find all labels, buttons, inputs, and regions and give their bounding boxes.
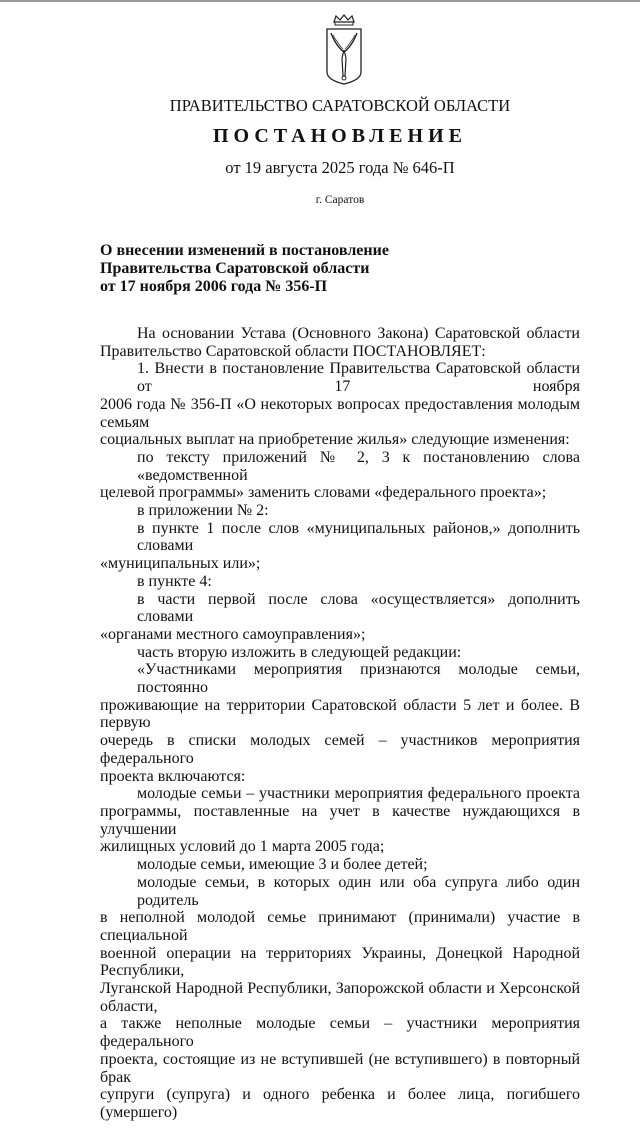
issuing-authority: ПРАВИТЕЛЬСТВО САРАТОВСКОЙ ОБЛАСТИ <box>169 96 511 115</box>
body-text-line: программы, поставленные на учет в качестве нуждающихся в улучшении <box>100 802 580 838</box>
document-date-number: от 19 августа 2025 года № 646-П <box>225 158 455 177</box>
body-text-line: а также неполные молодые семьи – участники мероприятия федерального <box>100 1015 580 1051</box>
body-text-line: в приложении № 2: <box>137 502 269 520</box>
body-text-line: Правительство Саратовской области ПОСТАНОВЛЯЕТ: <box>100 342 486 360</box>
document-type-title: ПОСТАНОВЛЕНИЕ <box>213 125 467 147</box>
body-text-line: На основании Устава (Основного Закона) Саратовской области <box>137 325 580 342</box>
body-text-line: проекта, состоящие из не вступившей (не вступившего) в повторный брак <box>100 1050 580 1086</box>
body-text-line: в пункте 1 после слов «муниципальных районов,» дополнить словами <box>137 519 580 555</box>
body-text-line: целевой программы» заменить словами «федерального проекта»; <box>100 484 547 502</box>
body-text-line: «муниципальных или»; <box>100 555 261 573</box>
body-text-line: очередь в списки молодых семей – участников мероприятия федерального <box>100 732 580 767</box>
body-text-line: 1. Внести в постановление Правительства Саратовской области от 17 ноября <box>137 360 580 396</box>
body-text-line: 2006 года № 356-П «О некоторых вопросах предоставления молодым семьям <box>100 395 580 431</box>
subject-line: от 17 ноября 2006 года № 356-П <box>100 278 328 295</box>
body-text-line: проживающие на территории Саратовской области 5 лет и более. В первую <box>100 696 580 732</box>
body-text-line: в пункте 4: <box>137 572 212 590</box>
body-text-line: молодые семьи, в которых один или оба супруга либо один родитель <box>137 873 580 909</box>
body-text-line: военной операции на территориях Украины, Донецкой Народной Республики, <box>100 944 580 980</box>
body-text-line: жилищных условий до 1 марта 2005 года; <box>100 838 385 856</box>
body-text-line: молодые семьи – участники мероприятия федерального проекта <box>137 785 580 803</box>
document-city: г. Саратов <box>315 194 365 206</box>
body-text-line: часть вторую изложить в следующей редакции: <box>137 643 462 661</box>
body-text-line: в неполной молодой семье принимают (принимали) участие в специальной <box>100 909 580 944</box>
body-text-line: молодые семьи, имеющие 3 и более детей; <box>137 856 428 874</box>
body-text-line: «Участниками мероприятия признаются молодые семьи, постоянно <box>137 661 580 697</box>
subject-line: О внесении изменений в постановление <box>100 242 389 259</box>
body-text-line: «органами местного самоуправления»; <box>100 625 366 643</box>
body-text-line: социальных выплат на приобретение жилья» следующие изменения: <box>100 431 570 449</box>
document-body <box>100 0 580 1142</box>
body-text-line: проекта включаются: <box>100 767 246 785</box>
subject-line: Правительства Саратовской области <box>100 260 370 277</box>
body-text-line: в части первой после слова «осуществляется» дополнить словами <box>137 590 580 626</box>
body-text-line: Луганской Народной Республики, Запорожской области и Херсонской области, <box>100 980 580 1015</box>
body-text-line: супруги (супруга) и одного ребенка и более лица, погибшего (умершего) <box>100 1086 580 1121</box>
body-text-line: по тексту приложений № 2, 3 к постановлению слова «ведомственной <box>137 448 580 484</box>
